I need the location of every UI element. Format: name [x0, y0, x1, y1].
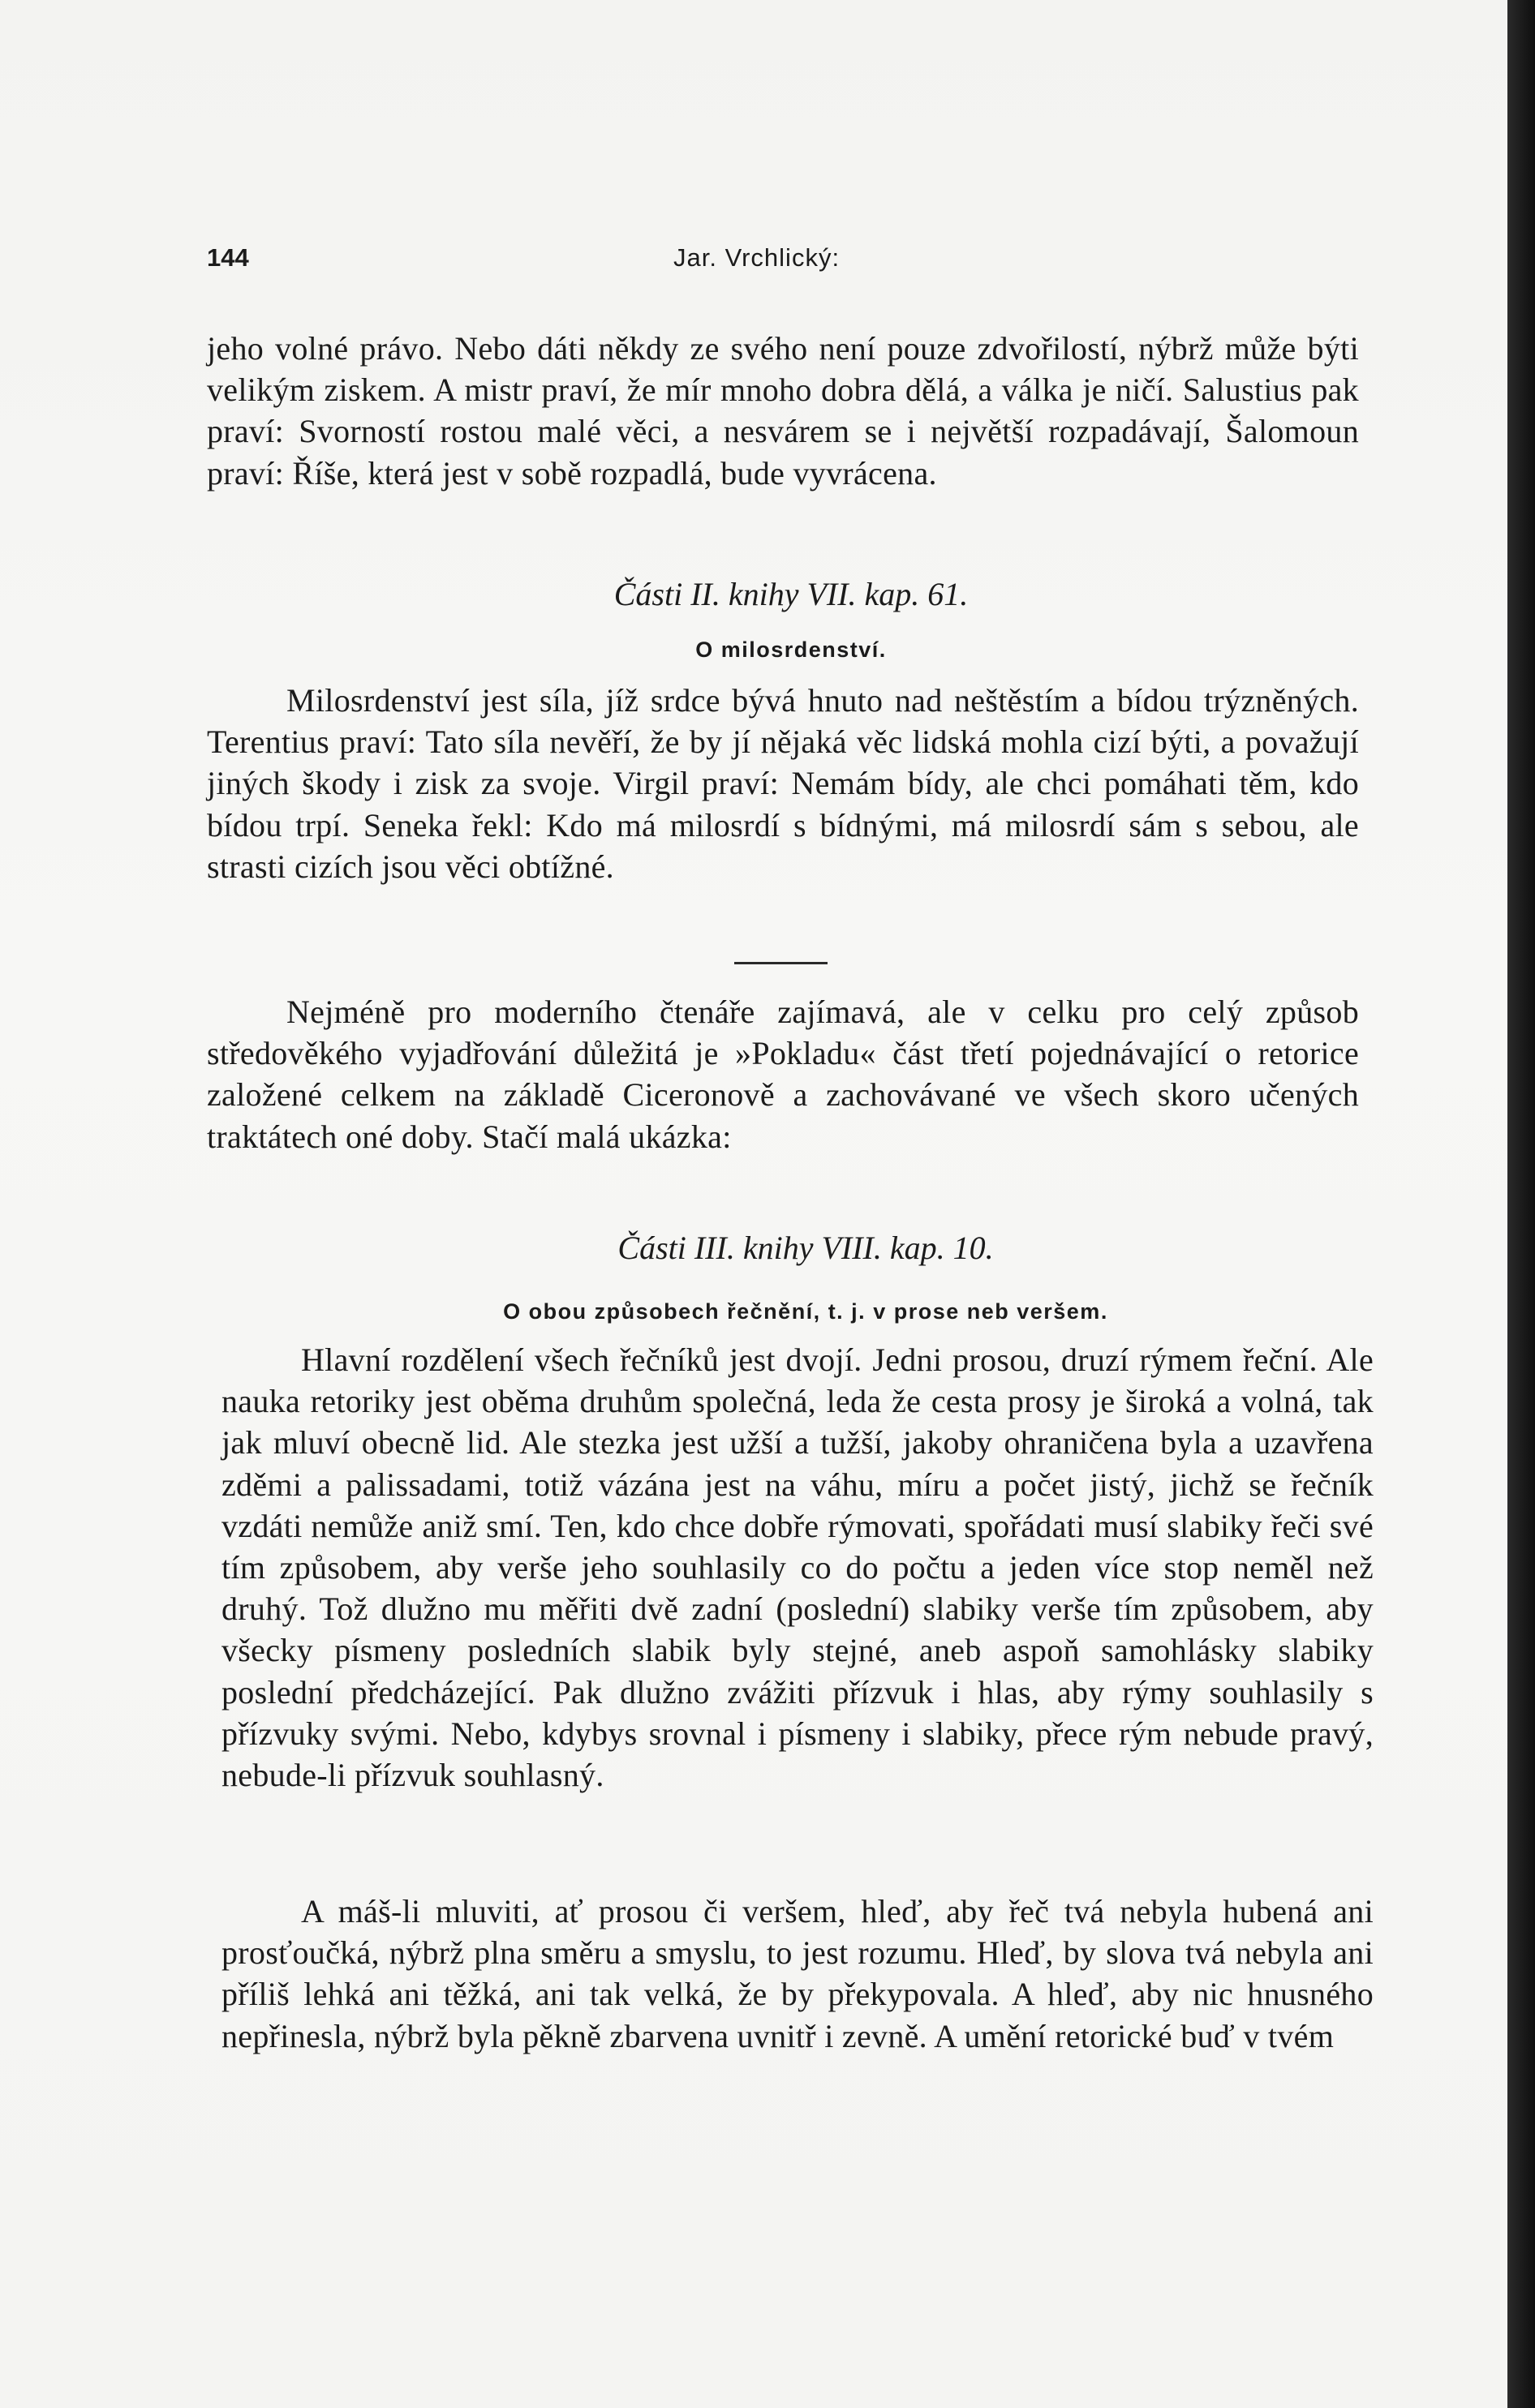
- section-heading: Části III. knihy VIII. kap. 10.: [617, 1230, 994, 1266]
- paragraph-continuation: jeho volné právo. Nebo dáti někdy ze svého není pouze zdvořilostí, nýbrž může býti velikým ziskem. A mistr praví, že mír mnoho dobra dělá, a válka je ničí. Salustius pak praví: Svorností rostou malé věci, a nesvárem se i největší rozpadávají, Šalomoun praví: Říše, která jest v sobě rozpadlá, bude vyvrácena.: [207, 330, 1359, 491]
- section-paragraph: A máš-li mluviti, ať prosou či veršem, hleď, aby řeč tvá nebyla hubená ani prosťoučká, nýbrž plna směru a smyslu, to jest rozumu. Hleď, by slova tvá nebyla ani příliš lehká ani těžká, ani tak velká, že by překypovala. A hleď, aby nic hnusného nepřinesla, nýbrž byla pěkně zbarvena uvnitř i zevně. A umění retorické buď v tvém: [221, 1893, 1374, 2054]
- section-subheading: O obou způsobech řečnění, t. j. v prose neb veršem.: [503, 1299, 1108, 1324]
- section-divider: [734, 962, 828, 964]
- section-paragraph: Milosrdenství jest síla, jíž srdce bývá hnuto nad neštěstím a bídou trýzněných. Terentius praví: Tato síla nevěří, že by jí nějaká věc lidská mohla cizí býti, a považují jiných škody i zisk za svoje. Virgil praví: Nemám bídy, ale chci pomáhati těm, kdo bídou trpí. Seneka řekl: Kdo má milosrdí s bídnými, má milosrdí sám s sebou, ale strasti cizích jsou věci obtížné.: [207, 682, 1359, 885]
- section-subheading: O milosrdenství.: [695, 637, 887, 662]
- running-head: [207, 243, 1375, 284]
- page-number: 144: [207, 243, 249, 272]
- section-paragraph: Hlavní rozdělení všech řečníků jest dvojí. Jedni prosou, druzí rýmem řeční. Ale nauka retoriky jest oběma druhům společná, leda že cesta prosy je široká a volná, tak jak mluví obecně lid. Ale stezka jest užší a tužší, jakoby ohraničena byla a uzavřena zděmi a palissadami, totiž vázána jest na váhu, míru a počet jistý, jichž se řečník vzdáti nemůže aniž smí. Ten, kdo chce dobře rýmovati, spořádati musí slabiky řeči své tím způsobem, aby verše jeho souhlasily co do počtu a jeden více stop neměl než druhý. Tož dlužno mu měřiti dvě zadní (poslední) slabiky verše tím způsobem, aby všecky písmeny posledních slabik byly stejné, aneb aspoň samohlásky slabiky poslední předcházející. Pak dlužno zvážiti přízvuk i hlas, aby rýmy souhlasily s přízvuky svými. Nebo, kdybys srovnal i písmeny i slabiky, přece rým nebude pravý, nebude-li přízvuk souhlasný.: [221, 1341, 1374, 1794]
- scan-border: [1507, 0, 1535, 2408]
- commentary-paragraph: Nejméně pro moderního čtenáře zajímavá, ale v celku pro celý způsob středověkého vyjadřování důležitá je »Pokladu« část třetí pojednávající o retorice založené celkem na základě Ciceronově a zachovávané ve všech skoro učených traktátech oné doby. Stačí malá ukázka:: [207, 994, 1359, 1155]
- section-heading: Části II. knihy VII. kap. 61.: [613, 576, 969, 612]
- running-title: Jar. Vrchlický:: [673, 243, 841, 272]
